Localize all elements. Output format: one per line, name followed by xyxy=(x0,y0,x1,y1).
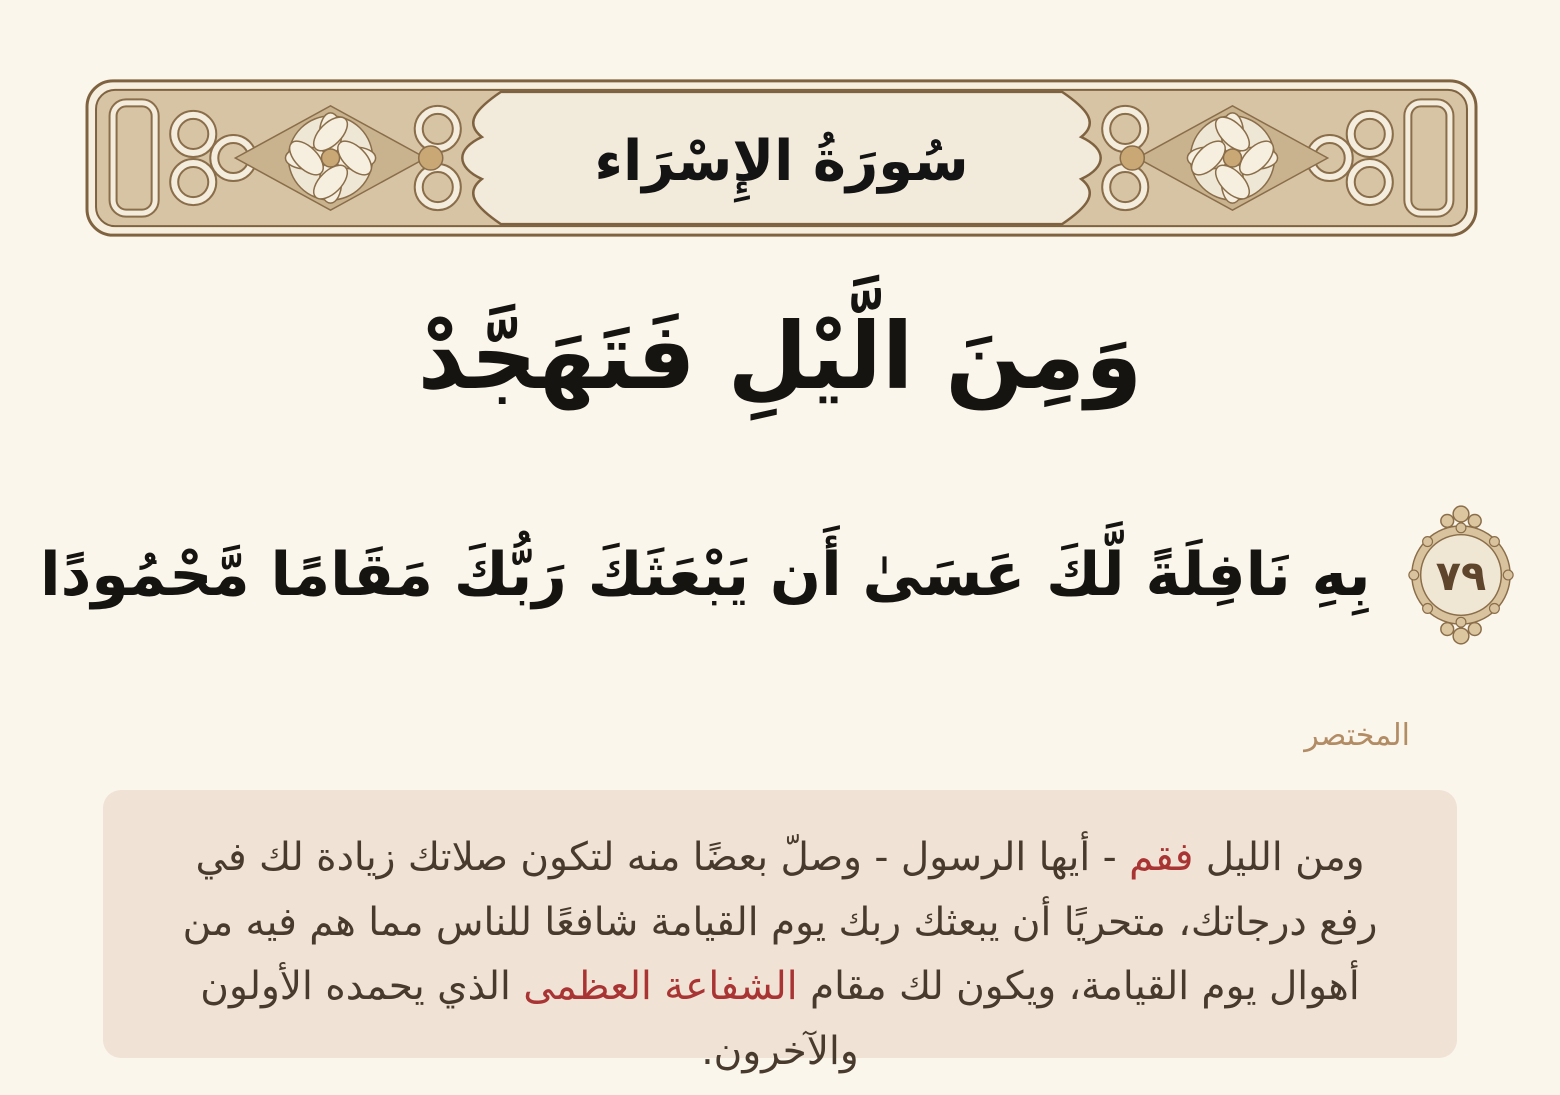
tafsir-segment: الذي يحمده الأولون والآخرون. xyxy=(200,964,859,1075)
tafsir-segment: ومن الليل xyxy=(1193,835,1365,880)
verse-number-medallion xyxy=(1402,501,1520,649)
verse-line2-row xyxy=(40,495,1520,655)
tafsir-highlight-phrase: الشفاعة العظمى xyxy=(523,964,798,1010)
banner-ornament-graphic xyxy=(85,78,1478,238)
verse-text-line2: بِهِ نَافِلَةً لَّكَ عَسَىٰ أَن يَبْعَثَكَ رَبُّكَ مَقَامًا مَّحْمُودًا xyxy=(40,540,1371,610)
tafsir-source-label: المختصر xyxy=(1304,718,1410,753)
verse-number: ٧٩ xyxy=(1435,551,1487,600)
tafsir-highlight-word: فقم xyxy=(1129,835,1194,880)
surah-title: سُورَةُ الإِسْرَاء xyxy=(594,129,969,195)
surah-title-banner xyxy=(85,78,1478,238)
verse-text-line1: وَمِنَ الَّيْلِ فَتَهَجَّدْ xyxy=(417,303,1143,410)
tafsir-segment: - أيها الرسول - وصلّ بعضًا منه لتكون صلاتك زيادة لك في رفع درجاتك، متحريًا أن يبعثك ربك يوم القيامة شافعًا للناس مما هم فيه من أهوال يوم القيامة، ويكون لك مقام xyxy=(182,835,1378,1010)
tafsir-paragraph xyxy=(173,826,1387,1085)
tafsir-box xyxy=(103,790,1457,1075)
